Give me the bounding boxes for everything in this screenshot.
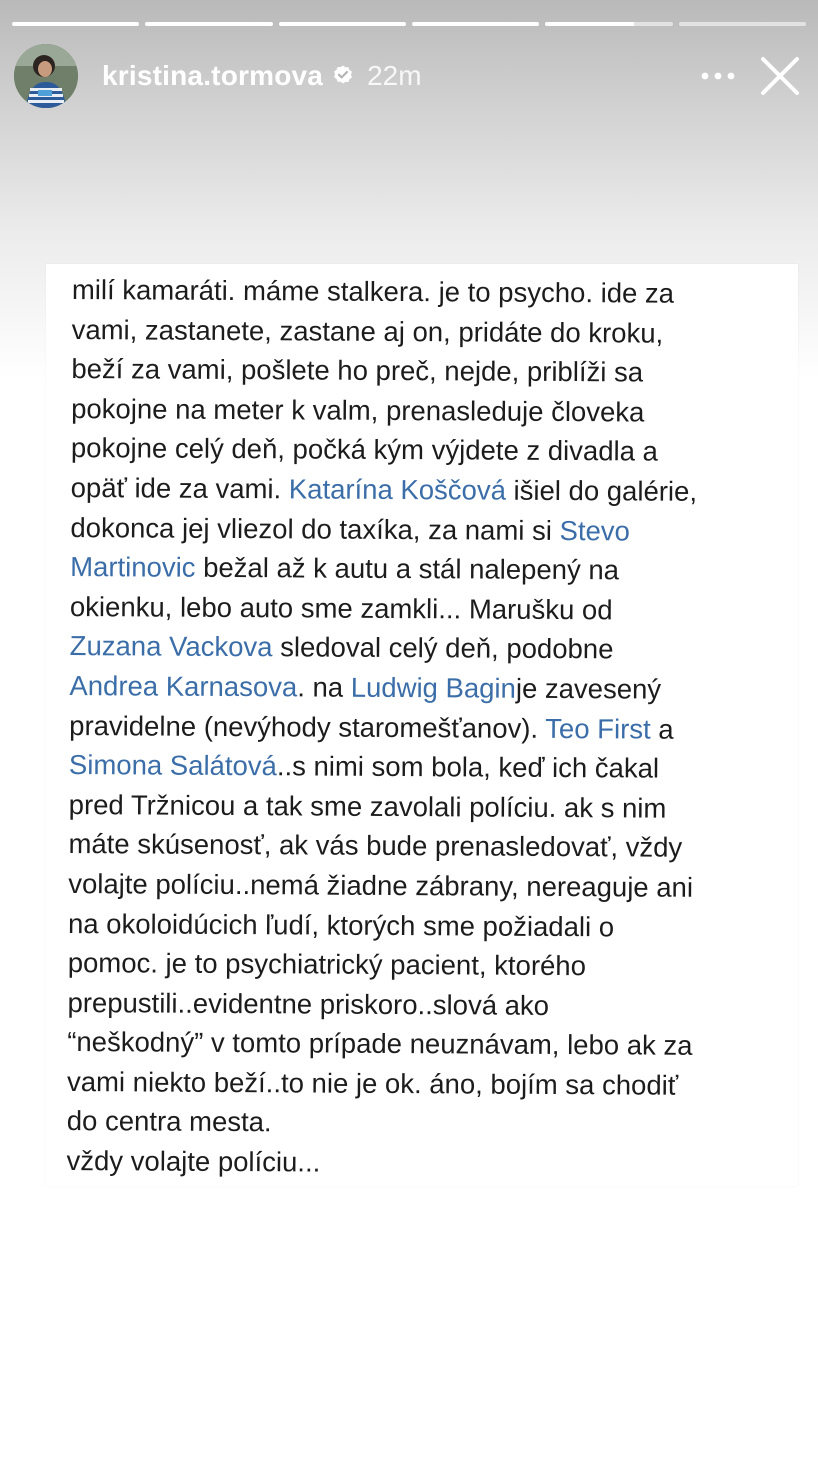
text-span: okienku, lebo auto sme zamkli... Marušku od — [69, 590, 613, 626]
text-line — [67, 1062, 789, 1106]
post-text — [66, 270, 794, 1185]
avatar-photo-icon — [14, 44, 78, 108]
close-icon — [760, 56, 800, 96]
mention-link[interactable]: Simona Salátová — [68, 749, 277, 782]
mention-link[interactable]: Katarína Koščová — [288, 473, 507, 506]
text-span: máte skúsenosť, ak vás bude prenasledovať, vždy — [68, 828, 683, 864]
text-line — [68, 824, 790, 868]
progress-segment — [279, 22, 406, 26]
more-horizontal-icon — [701, 72, 735, 80]
username[interactable]: kristina.tormova — [102, 60, 324, 91]
post-time: 22m — [367, 60, 422, 91]
progress-segment-fill — [145, 22, 272, 26]
text-span: . na — [297, 671, 351, 703]
text-line — [69, 745, 791, 789]
progress-segment — [412, 22, 539, 26]
text-line — [71, 428, 793, 472]
text-line — [70, 508, 792, 552]
text-line — [67, 1022, 789, 1066]
progress-segment-fill — [12, 22, 139, 26]
text-span: beží za vami, pošlete ho preč, nejde, priblíži sa — [71, 353, 644, 388]
progress-segment — [545, 22, 672, 26]
text-span: vami, zastanete, zastane aj on, pridáte do kroku, — [71, 313, 664, 349]
progress-segment — [12, 22, 139, 26]
text-line — [66, 1141, 788, 1185]
story-header — [14, 44, 804, 108]
mention-link[interactable]: Zuzana Vackova — [69, 630, 273, 663]
text-line — [70, 587, 792, 631]
text-span: ..s nimi som bola, keď ich čakal — [276, 750, 660, 784]
mention-link[interactable]: Martinovic — [70, 551, 196, 583]
text-span: pokojne na meter k valm, prenasleduje človeka — [71, 392, 645, 428]
text-span: volajte políciu..nemá žiadne zábrany, nereaguje ani — [68, 867, 694, 903]
text-span: prepustili..evidentne priskoro..slová ako — [67, 986, 550, 1021]
text-line — [69, 785, 791, 829]
mention-link[interactable]: Stevo — [559, 514, 630, 546]
text-line — [68, 943, 790, 987]
text-span: milí kamaráti. máme stalkera. je to psycho. ide za — [71, 273, 675, 309]
progress-segment — [679, 22, 806, 26]
progress-segment-fill — [279, 22, 406, 26]
text-line — [68, 903, 790, 947]
text-span: sledoval celý deň, podobne — [272, 631, 614, 665]
text-line — [69, 666, 791, 710]
progress-segment-fill — [545, 22, 634, 26]
mention-link[interactable]: Ludwig Bagin — [350, 671, 516, 704]
text-line — [67, 983, 789, 1027]
progress-segment — [145, 22, 272, 26]
progress-segment-fill — [412, 22, 539, 26]
text-line — [69, 706, 791, 750]
text-line — [70, 547, 792, 591]
text-span: na okoloidúcich ľudí, ktorých sme požiadali o — [67, 907, 615, 942]
text-span: a — [650, 713, 674, 745]
text-span: pravidelne (nevýhody staromešťanov). — [69, 709, 546, 744]
text-line — [72, 270, 794, 314]
text-span: pred Tržnicou a tak sme zavolali políciu. ak s nim — [68, 788, 667, 824]
text-span: pokojne celý deň, počká kým výjdete z divadla a — [70, 432, 658, 467]
text-span: opäť ide za vami. — [70, 471, 289, 505]
mention-link[interactable]: Teo First — [545, 712, 651, 745]
close-button[interactable] — [756, 52, 804, 100]
avatar[interactable] — [14, 44, 78, 108]
text-line — [71, 349, 793, 393]
text-span: vami niekto beží..to nie je ok. áno, bojím sa chodiť — [66, 1065, 679, 1101]
text-line — [71, 389, 793, 433]
text-span: je zavesený — [515, 672, 662, 705]
text-span: do centra mesta. — [66, 1105, 272, 1138]
more-options-button[interactable] — [698, 56, 738, 96]
text-line — [68, 864, 790, 908]
text-span: pomoc. je to psychiatrický pacient, ktorého — [67, 947, 587, 982]
verified-badge-icon — [331, 64, 355, 88]
text-span: bežal až k autu a stál nalepený na — [195, 551, 620, 586]
text-line — [72, 310, 794, 354]
text-line — [70, 626, 792, 670]
text-span: vždy volajte políciu... — [66, 1145, 321, 1178]
text-line — [71, 468, 793, 512]
text-line — [67, 1101, 789, 1145]
text-span: “neškodný” v tomto prípade neuznávam, lebo ak za — [67, 1026, 693, 1062]
text-span: išiel do galérie, — [505, 474, 698, 507]
text-span: dokonca jej vliezol do taxíka, za nami si — [70, 511, 560, 546]
mention-link[interactable]: Andrea Karnasova — [69, 669, 298, 703]
story-progress-bar — [12, 22, 806, 26]
